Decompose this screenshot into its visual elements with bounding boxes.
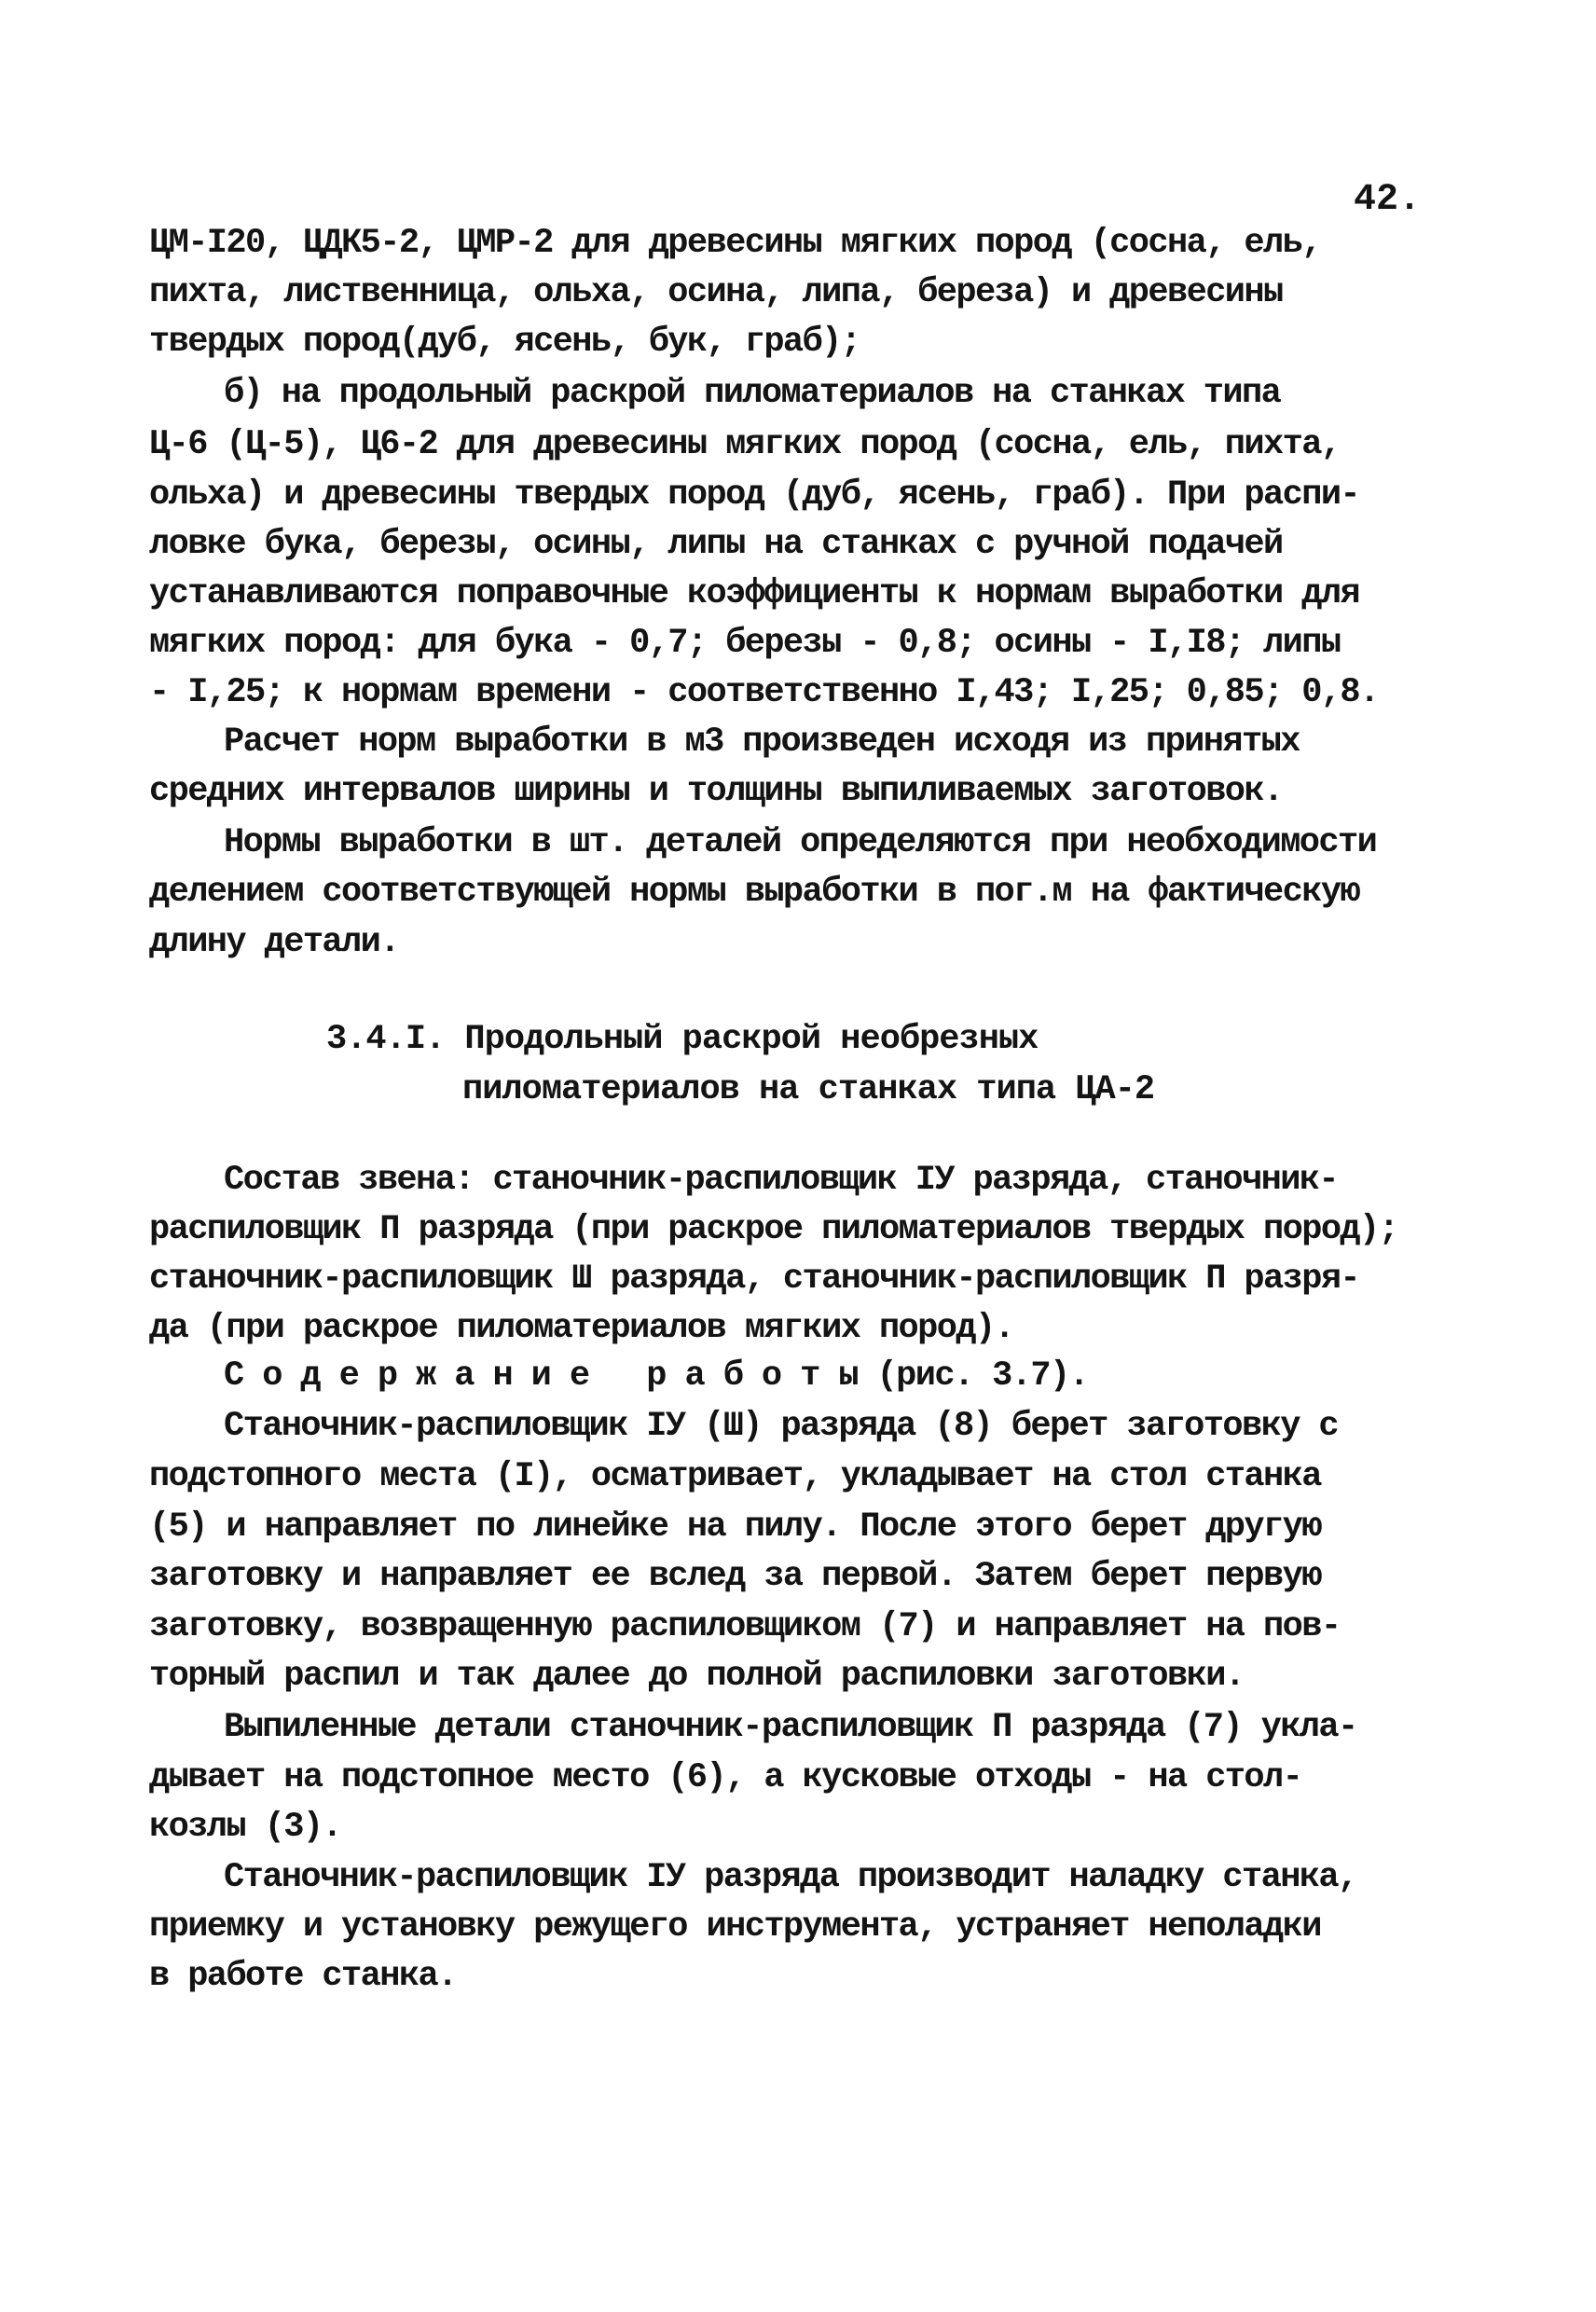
text-line: приемку и установку режущего инструмента, устраняет неполадки: [149, 1907, 1321, 1947]
text-line: Выпиленные детали станочник-распиловщик П разряда (7) укла-: [224, 1708, 1357, 1747]
text-line: в работе станка.: [149, 1957, 457, 1996]
text-line: Состав звена: станочник-распиловщик IУ разряда, станочник-: [224, 1161, 1339, 1200]
content-subheading: С о д е р ж а н и е р а б о т ы (рис. 3.7).: [224, 1356, 1089, 1396]
text-line: подстопного места (I), осматривает, укладывает на стол станка: [149, 1457, 1321, 1496]
section-heading: 3.4.I. Продольный раскрой необрезных: [326, 1020, 1039, 1059]
text-line: длину детали.: [149, 923, 399, 962]
text-line: заготовку и направляет ее вслед за первой. Затем берет первую: [149, 1557, 1321, 1596]
text-line: торный распил и так далее до полной распиловки заготовки.: [149, 1657, 1245, 1696]
text-line: средних интервалов ширины и толщины выпиливаемых заготовок.: [149, 772, 1283, 811]
text-line: дывает на подстопное место (6), а кусковые отходы - на стол-: [149, 1758, 1302, 1797]
text-line: б) на продольный раскрой пиломатериалов на станках типа: [224, 374, 1281, 413]
page-number: 42.: [1354, 179, 1422, 221]
section-heading: пиломатериалов на станках типа ЦА-2: [462, 1070, 1155, 1109]
text-line: мягких пород: для бука - 0,7; березы - 0,8; осины - I,I8; липы: [149, 624, 1341, 663]
text-line: Станочник-распиловщик IУ разряда производит наладку станка,: [224, 1858, 1357, 1897]
text-line: Ц-6 (Ц-5), Ц6-2 для древесины мягких пород (сосна, ель, пихта,: [149, 425, 1341, 464]
text-line: Расчет норм выработки в м3 произведен исходя из принятых: [224, 722, 1300, 762]
text-line: делением соответствующей нормы выработки в пог.м на фактическую: [149, 873, 1360, 912]
text-line: заготовку, возвращенную распиловщиком (7) и направляет на пов-: [149, 1607, 1341, 1646]
text-line: твердых пород(дуб, ясень, бук, граб);: [149, 323, 860, 362]
text-line: пихта, лиственница, ольха, осина, липа, береза) и древесины: [149, 273, 1283, 312]
text-line: козлы (3).: [149, 1808, 342, 1847]
text-line: ольха) и древесины твердых пород (дуб, ясень, граб). При распи-: [149, 475, 1360, 515]
text-line: Нормы выработки в шт. деталей определяются при необходимости: [224, 823, 1377, 862]
text-line: (5) и направляет по линейке на пилу. После этого берет другую: [149, 1507, 1321, 1547]
text-line: Станочник-распиловщик IУ (Ш) разряда (8) берет заготовку с: [224, 1407, 1339, 1446]
text-line: ловке бука, березы, осины, липы на станках с ручной подачей: [149, 525, 1283, 564]
text-line: - I,25; к нормам времени - соответственно I,43; I,25; 0,85; 0,8.: [149, 673, 1379, 712]
text-line: устанавливаются поправочные коэффициенты к нормам выработки для: [149, 574, 1360, 613]
text-line: станочник-распиловщик Ш разряда, станочник-распиловщик П разря-: [149, 1259, 1360, 1299]
text-line: да (при раскрое пиломатериалов мягких пород).: [149, 1309, 1014, 1348]
text-line: распиловщик П разряда (при раскрое пиломатериалов твердых пород);: [149, 1210, 1398, 1249]
text-line: ЦМ-I20, ЦДК5-2, ЦМР-2 для древесины мягких пород (сосна, ель,: [149, 224, 1321, 263]
